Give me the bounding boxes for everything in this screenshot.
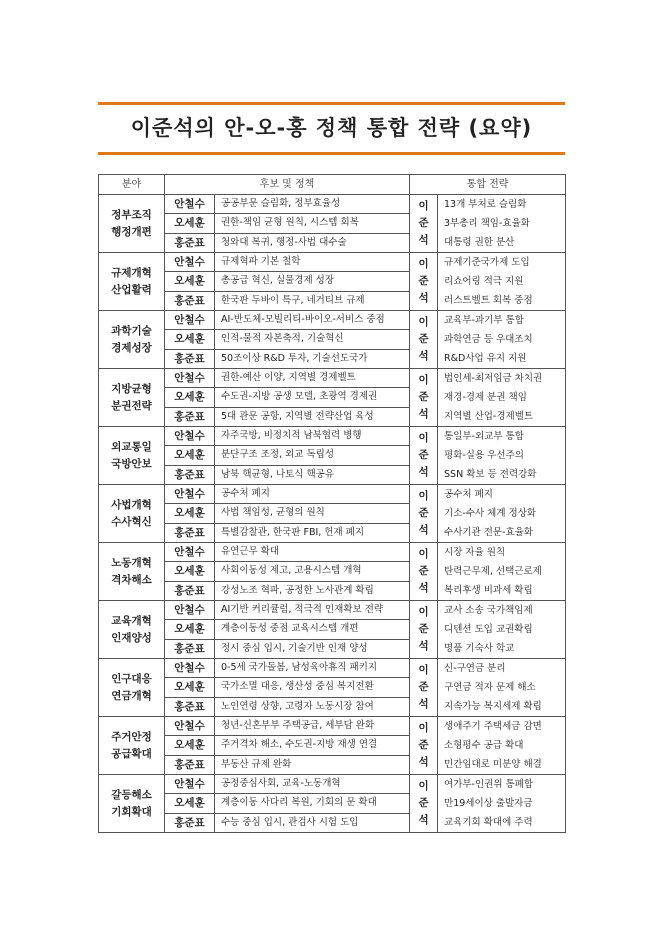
unifier-char: 석 — [418, 466, 429, 478]
unifier-char: 이 — [418, 606, 429, 618]
policy-text: 분단구조 조정, 외교 독립성 — [215, 446, 410, 465]
table-row — [99, 601, 566, 620]
strategy-item: 법인세-최저임금 차치권 — [444, 373, 543, 384]
unifier-name-cell — [410, 427, 438, 485]
candidate-name: 안철수 — [165, 775, 215, 794]
candidate-name: 오세훈 — [165, 504, 215, 523]
strategy-cell — [438, 369, 566, 427]
policy-text: 규제혁파 기본 철학 — [215, 253, 410, 272]
candidate-name: 홍준표 — [165, 407, 215, 426]
policy-text: 자주국방, 비정치적 남북협력 병행 — [215, 427, 410, 446]
candidate-name: 안철수 — [165, 485, 215, 504]
unifier-name-cell — [410, 775, 438, 833]
table-row — [99, 195, 566, 214]
candidate-name: 홍준표 — [165, 755, 215, 774]
strategy-cell — [438, 427, 566, 485]
category-label: 노동개혁 — [111, 556, 152, 569]
category-label: 주거안정 — [111, 730, 152, 743]
unifier-char: 준 — [418, 449, 429, 461]
unifier-name-cell — [410, 195, 438, 253]
unifier-name-cell — [410, 369, 438, 427]
unifier-char: 석 — [418, 234, 429, 246]
category-label: 외교통일 — [111, 440, 152, 453]
table-row — [99, 775, 566, 794]
category-label: 공급확대 — [111, 747, 152, 760]
category-label: 교육개혁 — [111, 614, 152, 627]
unifier-name-cell — [410, 485, 438, 543]
strategy-item: 수사기관 전문-효율화 — [444, 527, 534, 538]
policy-text: 청년-신혼부부 주택공급, 세부담 완화 — [215, 717, 410, 736]
policy-text: 청와대 복귀, 행정-사법 대수술 — [215, 233, 410, 252]
policy-text: 특별감찰관, 한국판 FBI, 헌재 폐지 — [215, 523, 410, 542]
candidate-name: 오세훈 — [165, 272, 215, 291]
unifier-char: 석 — [418, 408, 429, 420]
strategy-cell — [438, 659, 566, 717]
candidate-name: 안철수 — [165, 601, 215, 620]
policy-text: 권한-예산 이양, 지역별 경제벨트 — [215, 369, 410, 388]
header-strategy: 통합 전략 — [410, 175, 566, 195]
policy-text: 노인연령 상향, 고령자 노동시장 참여 — [215, 697, 410, 716]
unifier-char: 이 — [418, 258, 429, 270]
category-cell — [99, 369, 165, 427]
table-row — [99, 253, 566, 272]
unifier-char: 석 — [418, 756, 429, 768]
policy-text: 강성노조 혁파, 공정한 노사관계 확립 — [215, 581, 410, 600]
strategy-item: 통일부-외교부 통합 — [444, 431, 524, 442]
table-row — [99, 659, 566, 678]
unifier-name-cell — [410, 659, 438, 717]
strategy-item: 만19세이상 출발자금 — [444, 798, 533, 809]
candidate-name: 안철수 — [165, 195, 215, 214]
candidate-name: 안철수 — [165, 311, 215, 330]
category-cell — [99, 485, 165, 543]
table-row — [99, 369, 566, 388]
category-label: 격차해소 — [111, 573, 152, 586]
category-cell — [99, 659, 165, 717]
candidate-name: 오세훈 — [165, 620, 215, 639]
strategy-item: 교육부-과기부 통합 — [444, 315, 524, 326]
candidate-name: 안철수 — [165, 659, 215, 678]
policy-text: 계층이동성 중점 교육시스템 개편 — [215, 620, 410, 639]
category-label: 지방균형 — [111, 382, 152, 395]
strategy-cell — [438, 717, 566, 775]
candidate-name: 오세훈 — [165, 562, 215, 581]
unifier-char: 석 — [418, 292, 429, 304]
strategy-item: 소형평수 공급 확대 — [444, 740, 524, 751]
policy-text: 정시 중심 입시, 기술기반 인재 양성 — [215, 639, 410, 658]
strategy-item: 구연금 적자 문제 해소 — [444, 682, 536, 693]
category-label: 갈등해소 — [111, 788, 152, 801]
policy-text: 주거격차 해소, 수도권-지방 재생 연결 — [215, 736, 410, 755]
policy-text: 사회이동성 제고, 고용시스템 개혁 — [215, 562, 410, 581]
strategy-item: 탄력근무제, 선택근로제 — [444, 566, 542, 577]
table-row — [99, 543, 566, 562]
policy-text: 남북 핵균형, 나토식 핵공유 — [215, 465, 410, 484]
category-label: 행정개편 — [111, 225, 152, 238]
strategy-cell — [438, 311, 566, 369]
category-label: 수사혁신 — [111, 515, 152, 528]
candidate-name: 오세훈 — [165, 388, 215, 407]
category-cell — [99, 601, 165, 659]
category-cell — [99, 195, 165, 253]
table-body — [99, 195, 566, 833]
unifier-char: 준 — [418, 739, 429, 751]
title-top-rule — [98, 102, 565, 105]
unifier-char: 준 — [418, 623, 429, 635]
policy-text: 수도권-지방 공생 모델, 초광역 경제권 — [215, 388, 410, 407]
strategy-item: 생애주기 주택세금 감면 — [444, 721, 542, 732]
category-label: 산업활력 — [111, 283, 152, 296]
unifier-char: 이 — [418, 664, 429, 676]
header-field: 분야 — [99, 175, 165, 195]
candidate-name: 안철수 — [165, 717, 215, 736]
unifier-char: 이 — [418, 722, 429, 734]
category-label: 인구대응 — [111, 672, 152, 685]
strategy-item: 민간임대로 미분양 해결 — [444, 759, 542, 770]
strategy-cell — [438, 485, 566, 543]
header-candidates: 후보 및 정책 — [165, 175, 410, 195]
strategy-item: 교사 소송 국가책임제 — [444, 605, 533, 616]
category-cell — [99, 775, 165, 833]
unifier-char: 이 — [418, 200, 429, 212]
policy-text: AI-반도체-모빌리티-바이오-서비스 중점 — [215, 311, 410, 330]
strategy-item: 러스트벨트 회복 중점 — [444, 295, 533, 306]
unifier-name-cell — [410, 717, 438, 775]
table-row — [99, 485, 566, 504]
category-label: 과학기술 — [111, 324, 152, 337]
category-cell — [99, 311, 165, 369]
strategy-item: SSN 확보 등 전력강화 — [444, 469, 537, 480]
policy-text: 총공급 혁신, 실물경제 성장 — [215, 272, 410, 291]
strategy-item: 디텐션 도입 교권확립 — [444, 624, 533, 635]
unifier-name-cell — [410, 311, 438, 369]
policy-text: 공수처 폐지 — [215, 485, 410, 504]
policy-text: 50조이상 R&D 투자, 기술선도국가 — [215, 349, 410, 368]
unifier-char: 준 — [418, 275, 429, 287]
category-label: 정부조직 — [111, 208, 152, 221]
category-cell — [99, 427, 165, 485]
strategy-item: 시장 자율 원칙 — [444, 547, 506, 558]
unifier-char: 준 — [418, 681, 429, 693]
strategy-item: 교육기회 확대에 주력 — [444, 817, 533, 828]
unifier-char: 석 — [418, 814, 429, 826]
table-header-row — [99, 175, 566, 195]
strategy-item: 규제기준국가제 도입 — [444, 257, 530, 268]
candidate-name: 홍준표 — [165, 813, 215, 832]
category-label: 국방안보 — [111, 457, 152, 470]
candidate-name: 오세훈 — [165, 736, 215, 755]
policy-text: 인적-물적 자본축적, 기술혁신 — [215, 330, 410, 349]
unifier-char: 석 — [418, 582, 429, 594]
policy-text: AI기반 커리큘럼, 적극적 인재확보 전략 — [215, 601, 410, 620]
strategy-item: 평화-실용 우선주의 — [444, 450, 524, 461]
strategy-item: 복리후생 비과세 확립 — [444, 585, 533, 596]
policy-text: 권한-책임 균형 원칙, 시스템 회복 — [215, 214, 410, 233]
strategy-cell — [438, 775, 566, 833]
strategy-item: 지속가능 복지세제 확립 — [444, 701, 542, 712]
category-label: 인재양성 — [111, 631, 152, 644]
candidate-name: 오세훈 — [165, 330, 215, 349]
category-label: 연금개혁 — [111, 689, 152, 702]
unifier-char: 준 — [418, 217, 429, 229]
category-label: 분권전략 — [111, 399, 152, 412]
unifier-char: 이 — [418, 316, 429, 328]
policy-text: 계층이동 사다리 복원, 기회의 문 확대 — [215, 794, 410, 813]
unifier-char: 이 — [418, 490, 429, 502]
title-bottom-rule — [98, 152, 565, 155]
candidate-name: 홍준표 — [165, 697, 215, 716]
strategy-item: 여가부-인권위 통폐합 — [444, 779, 534, 790]
strategy-item: 과학연금 등 우대조치 — [444, 334, 533, 345]
candidate-name: 오세훈 — [165, 214, 215, 233]
strategy-item: 공수처 폐지 — [444, 489, 493, 500]
table-row — [99, 427, 566, 446]
unifier-char: 석 — [418, 350, 429, 362]
candidate-name: 오세훈 — [165, 678, 215, 697]
strategy-item: 지역별 산업-경제벨트 — [444, 411, 534, 422]
category-label: 규제개혁 — [111, 266, 152, 279]
policy-text: 5대 관문 공항, 지역별 전략산업 육성 — [215, 407, 410, 426]
strategy-item: 리쇼어링 적극 지원 — [444, 276, 524, 287]
unifier-char: 준 — [418, 507, 429, 519]
strategy-item: 명품 기숙사 학교 — [444, 643, 515, 654]
unifier-char: 준 — [418, 391, 429, 403]
candidate-name: 홍준표 — [165, 349, 215, 368]
policy-text: 사법 책임성, 균형의 원칙 — [215, 504, 410, 523]
strategy-item: 기소-수사 체계 정상화 — [444, 508, 537, 519]
category-label: 경제성장 — [111, 341, 152, 354]
policy-text: 부동산 규제 완화 — [215, 755, 410, 774]
strategy-item: 신-구연금 분리 — [444, 663, 506, 674]
policy-text: 공공부문 슬림화, 정부효율성 — [215, 195, 410, 214]
category-label: 기회확대 — [111, 805, 152, 818]
unifier-char: 준 — [418, 333, 429, 345]
policy-text: 국가소멸 대응, 생산성 중심 복지전환 — [215, 678, 410, 697]
unifier-char: 이 — [418, 780, 429, 792]
candidate-name: 홍준표 — [165, 639, 215, 658]
strategy-item: 3부총리 책임-효율화 — [444, 218, 530, 229]
category-label: 사법개혁 — [111, 498, 152, 511]
policy-table — [98, 174, 566, 833]
category-cell — [99, 543, 165, 601]
unifier-char: 석 — [418, 640, 429, 652]
candidate-name: 홍준표 — [165, 291, 215, 310]
policy-text: 수능 중심 입시, 관검사 시험 도입 — [215, 813, 410, 832]
candidate-name: 안철수 — [165, 369, 215, 388]
category-cell — [99, 253, 165, 311]
table-row — [99, 717, 566, 736]
candidate-name: 홍준표 — [165, 465, 215, 484]
strategy-item: R&D사업 유지 지원 — [444, 353, 527, 364]
candidate-name: 홍준표 — [165, 233, 215, 252]
strategy-item: 대통령 권한 분산 — [444, 237, 515, 248]
policy-text: 0-5세 국가돌봄, 남성육아휴직 패키지 — [215, 659, 410, 678]
policy-text: 한국판 두바이 특구, 네거티브 규제 — [215, 291, 410, 310]
unifier-char: 이 — [418, 374, 429, 386]
candidate-name: 홍준표 — [165, 523, 215, 542]
unifier-char: 준 — [418, 565, 429, 577]
unifier-name-cell — [410, 543, 438, 601]
unifier-name-cell — [410, 253, 438, 311]
page-title: 이준석의 안-오-홍 정책 통합 전략 (요약) — [130, 116, 533, 140]
strategy-item: 재경-경제 분권 책임 — [444, 392, 527, 403]
candidate-name: 안철수 — [165, 427, 215, 446]
unifier-char: 석 — [418, 698, 429, 710]
table-row — [99, 311, 566, 330]
strategy-item: 13개 부처로 슬림화 — [444, 199, 527, 210]
policy-text: 공정중심사회, 교육-노동개혁 — [215, 775, 410, 794]
candidate-name: 오세훈 — [165, 446, 215, 465]
strategy-cell — [438, 253, 566, 311]
unifier-name-cell — [410, 601, 438, 659]
candidate-name: 안철수 — [165, 253, 215, 272]
candidate-name: 홍준표 — [165, 581, 215, 600]
category-cell — [99, 717, 165, 775]
unifier-char: 준 — [418, 797, 429, 809]
unifier-char: 이 — [418, 432, 429, 444]
strategy-cell — [438, 543, 566, 601]
unifier-char: 이 — [418, 548, 429, 560]
candidate-name: 오세훈 — [165, 794, 215, 813]
strategy-cell — [438, 195, 566, 253]
strategy-cell — [438, 601, 566, 659]
candidate-name: 안철수 — [165, 543, 215, 562]
unifier-char: 석 — [418, 524, 429, 536]
policy-text: 유연근무 확대 — [215, 543, 410, 562]
